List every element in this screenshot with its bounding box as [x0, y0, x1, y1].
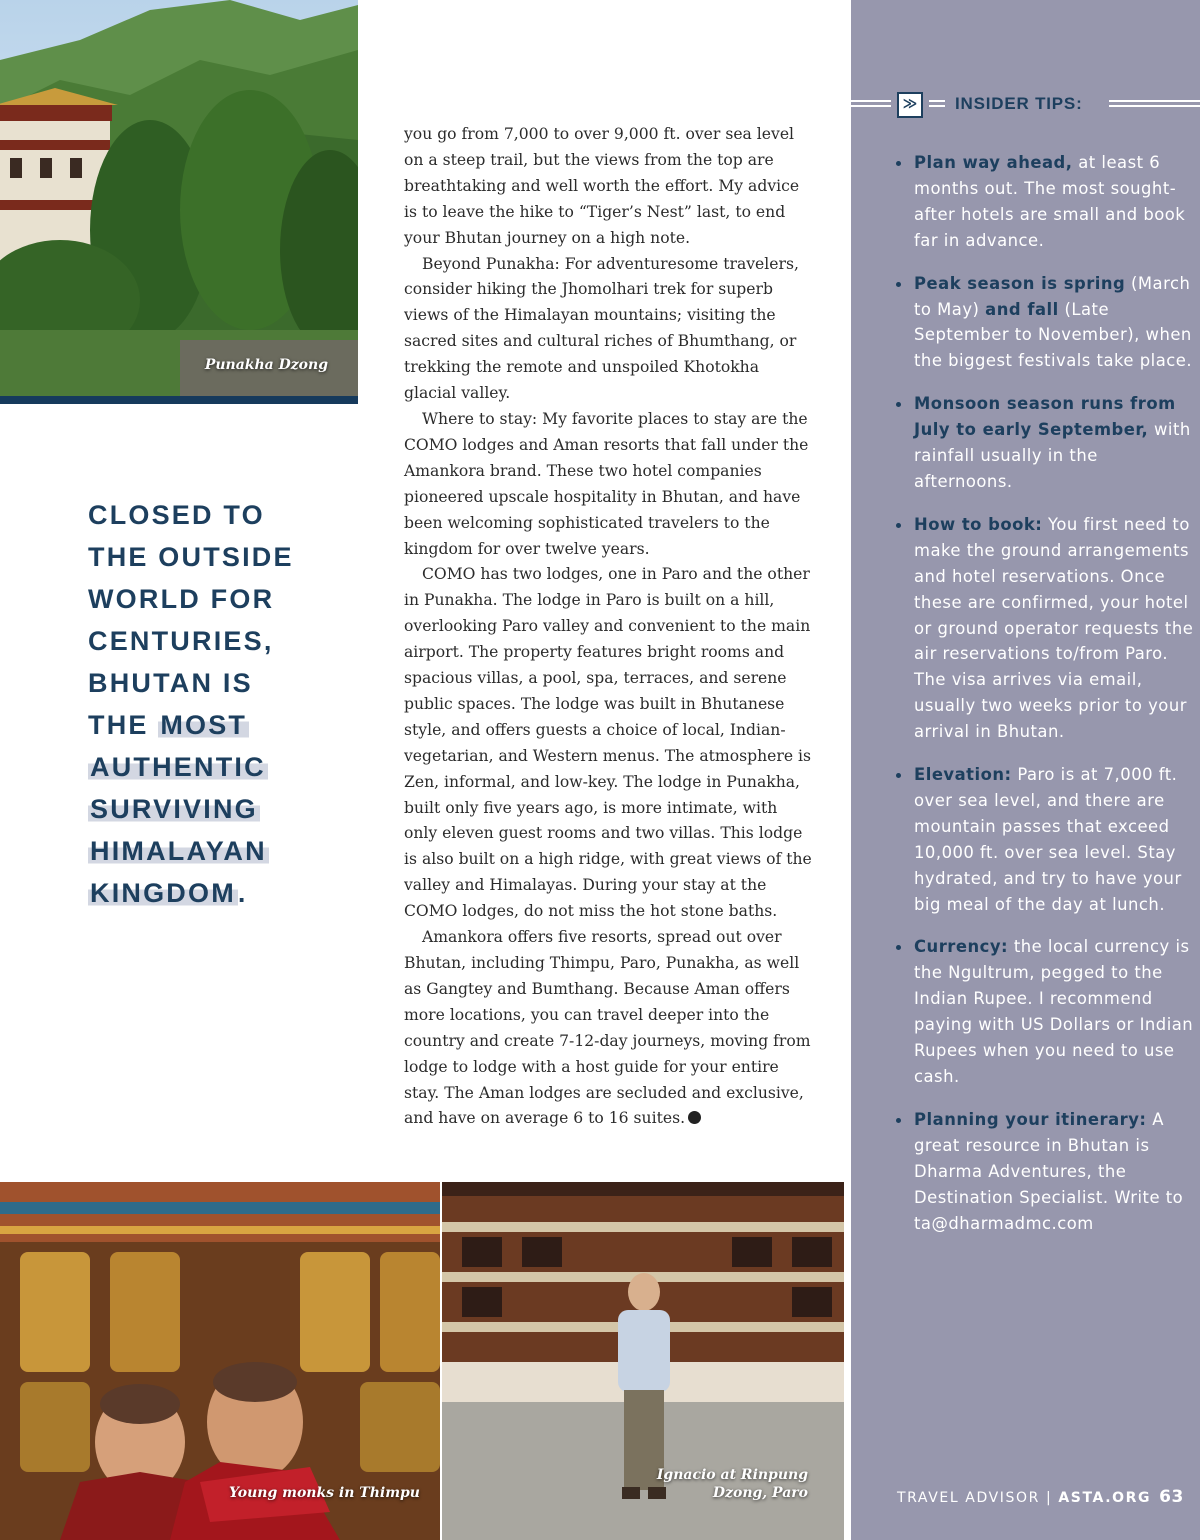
publication-name: TRAVEL ADVISOR | [897, 1490, 1059, 1506]
tip-item: Planning your itinerary: A great resource in Bhutan is Dharma Adventures, the Destination Specialist. Write to ta@dharmadmc.com [895, 1107, 1195, 1237]
photo-accent-bar [0, 396, 358, 404]
pull-quote-line: THE OUTSIDE [88, 542, 294, 572]
pull-quote [88, 494, 348, 914]
insider-tips-header [851, 88, 1200, 120]
double-chevron-down-icon: ≫ [897, 92, 923, 118]
pull-quote-line: CENTURIES, [88, 626, 274, 656]
tip-item: Monsoon season runs from July to early September, with rainfall usually in the afternoons. [895, 391, 1195, 495]
site-url: ASTA.ORG [1058, 1490, 1152, 1506]
ignacio-caption: Ignacio at Rinpung Dzong, Paro [656, 1467, 808, 1501]
punakha-dzong-photo [0, 0, 358, 396]
monks-caption: Young monks in Thimpu [229, 1485, 420, 1501]
header-rule-short [929, 100, 945, 107]
pull-quote-line: HIMALAYAN [90, 836, 267, 866]
body-paragraph: Amankora offers five resorts, spread out over Bhutan, including Thimpu, Paro, Punakha, as well as Gangtey and Bumthang. Because Aman offers more locations, you can travel deeper into the country and create 7-12-day journeys, moving from lodge to lodge with a host guide for your entire stay. The Aman lodges are secluded and exclusive, and have on average 6 to 16 suites. [404, 928, 811, 1128]
body-paragraph: Beyond Punakha: For adventuresome travelers, consider hiking the Jhomolhari trek for superb views of the Himalayan mountains; visiting the sacred sites and cultural riches of Bhumthang, or trekking the remote and unspoiled Khotokha glacial valley. [404, 254, 799, 403]
body-paragraph: COMO has two lodges, one in Paro and the other in Punakha. The lodge in Paro is built on a hill, overlooking Paro valley and convenient to the main airport. The property features bright rooms and spacious villas, a pool, spa, terraces, and serene public spaces. The lodge was built in Bhutanese style, and offers guests a choice of local, Indian-vegetarian, and Western menus. The atmosphere is Zen, informal, and low-key. The lodge in Punakha, built only five years ago, is more intimate, with only eleven guest rooms and two villas. This lodge is also built on a high ridge, with great views of the valley and Himalayas. During your stay at the COMO lodges, do not miss the hot stone baths. [404, 565, 812, 921]
header-rule-left [851, 100, 891, 107]
body-paragraph: Where to stay: My favorite places to stay are the COMO lodges and Aman resorts that fall under the Amankora brand. These two hotel companies pioneered upscale hospitality in Bhutan, and have been welcoming sophisticated travelers to the kingdom for over twelve years. [404, 409, 809, 558]
tip-item: Elevation: Paro is at 7,000 ft. over sea level, and there are mountain passes that exceed 10,000 ft. over sea level. Stay hydrated, and try to have your big meal of the day at lunch. [895, 762, 1195, 917]
punakha-caption: Punakha Dzong [204, 357, 328, 373]
pull-quote-line: SURVIVING [90, 794, 258, 824]
pull-quote-line: CLOSED TO [88, 500, 265, 530]
header-rule-right [1109, 100, 1200, 107]
pull-quote-line: WORLD FOR [88, 584, 275, 614]
pull-quote-line: BHUTAN IS [88, 668, 253, 698]
insider-tips-sidebar [851, 0, 1200, 1540]
page-number: 63 [1159, 1487, 1184, 1507]
pull-quote-line: AUTHENTIC [90, 752, 266, 782]
end-of-article-icon [688, 1111, 701, 1124]
tip-item: Currency: the local currency is the Ngultrum, pegged to the Indian Rupee. I recommend paying with US Dollars or Indian Rupees when you need to use cash. [895, 934, 1195, 1089]
tips-list [895, 150, 1195, 1253]
tip-item: Plan way ahead, at least 6 months out. The most sought-after hotels are small and book far in advance. [895, 150, 1195, 254]
tip-item: Peak season is spring (March to May) and fall (Late September to November), when the biggest festivals take place. [895, 271, 1195, 375]
insider-tips-title: INSIDER TIPS: [955, 94, 1083, 113]
pull-quote-line: KINGDOM. [90, 878, 248, 908]
young-monks-photo [0, 1182, 440, 1540]
pull-quote-line: THE MOST [88, 710, 248, 740]
page-footer [897, 1487, 1184, 1507]
body-paragraph: you go from 7,000 to over 9,000 ft. over sea level on a steep trail, but the views from the top are breathtaking and well worth the effort. My advice is to leave the hike to “Tiger’s Nest” last, to end your Bhutan journey on a high note. [404, 125, 800, 247]
tip-item: How to book: You first need to make the ground arrangements and hotel reservations. Once these are confirmed, your hotel or ground operator requests the air reservations to/from Paro. The visa arrives via email, usually two weeks prior to your arrival in Bhutan. [895, 512, 1195, 745]
ignacio-rinpung-dzong-photo [442, 1182, 844, 1540]
article-body [404, 122, 814, 1132]
